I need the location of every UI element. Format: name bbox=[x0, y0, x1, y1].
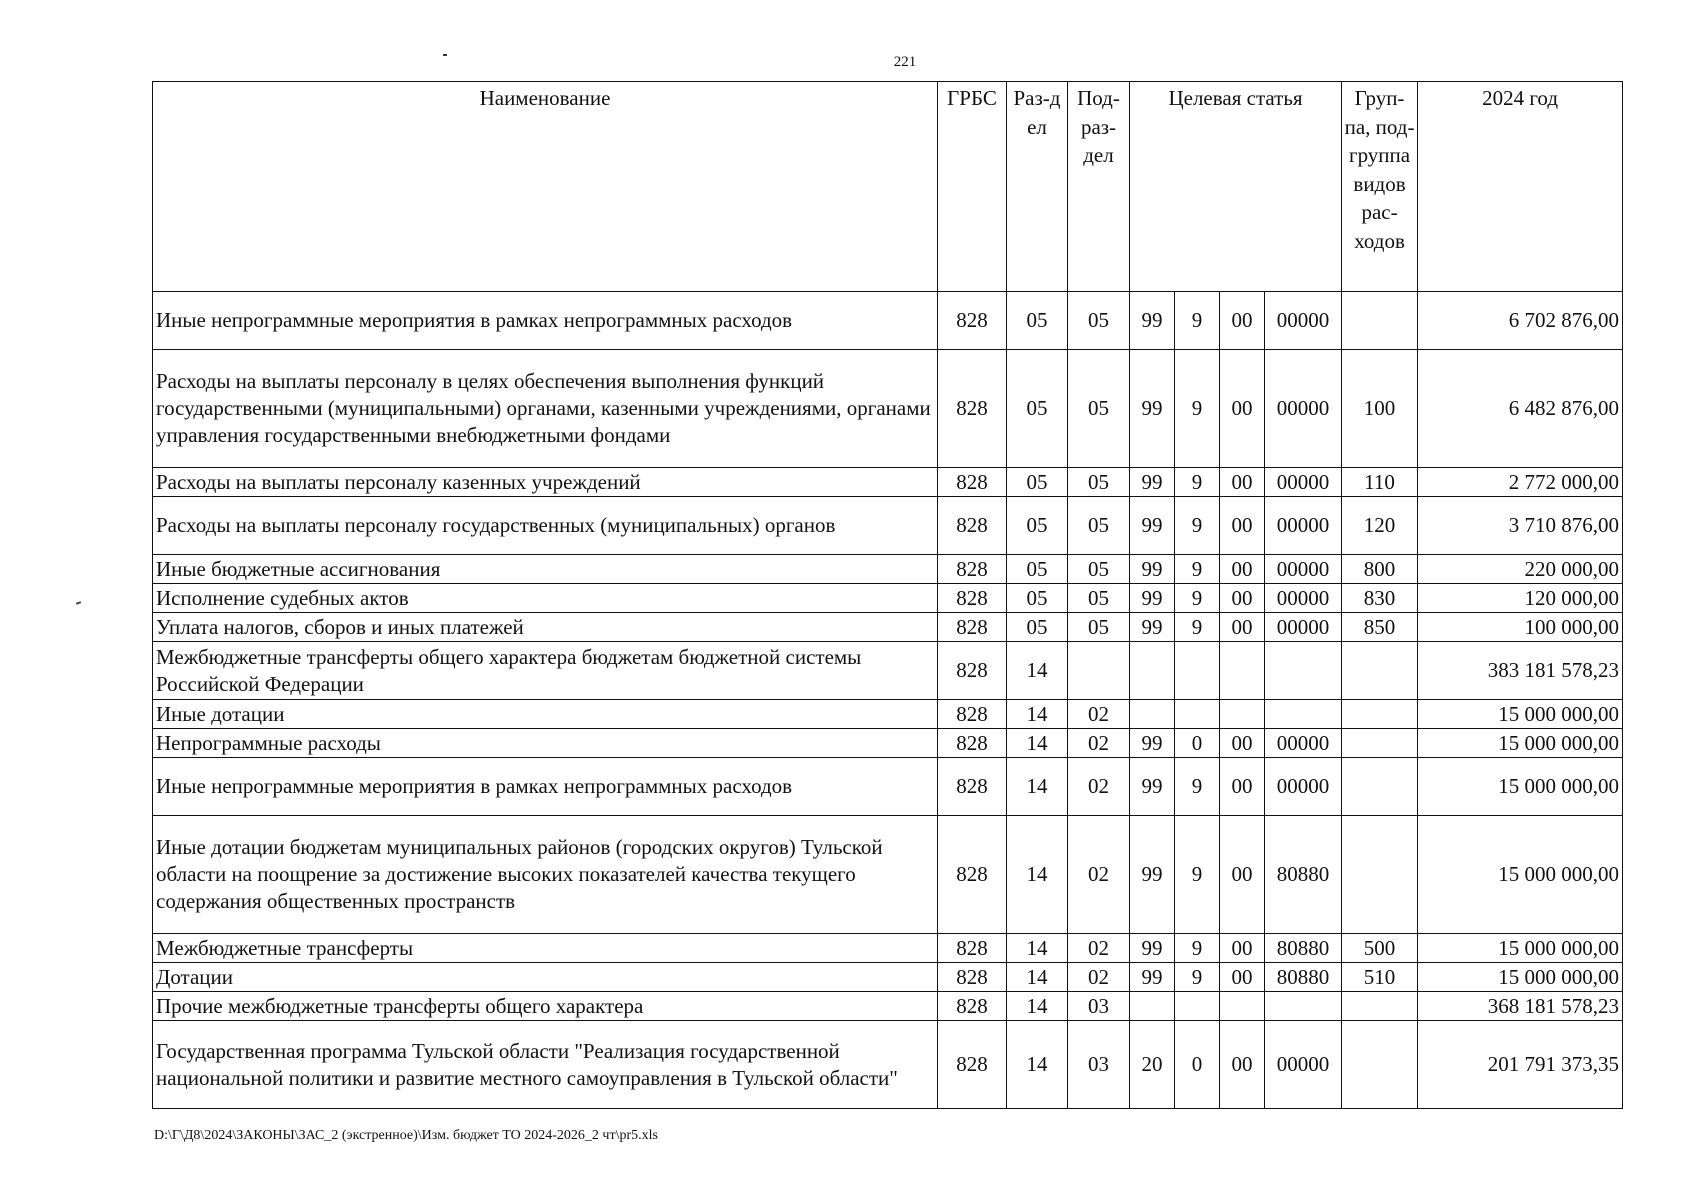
row-target-2: 9 bbox=[1175, 497, 1220, 555]
header-target: Целевая статья bbox=[1130, 82, 1342, 292]
table-row bbox=[153, 292, 1623, 350]
row-name: Иные дотации bbox=[153, 700, 938, 729]
row-target-1: 99 bbox=[1130, 350, 1175, 468]
header-podrazdel: Под-раз-дел bbox=[1068, 82, 1130, 292]
table-row bbox=[153, 729, 1623, 758]
row-target-4: 00000 bbox=[1265, 758, 1342, 816]
row-amount: 15 000 000,00 bbox=[1418, 758, 1623, 816]
row-podrazdel bbox=[1068, 642, 1130, 700]
row-target-3: 00 bbox=[1220, 1021, 1265, 1109]
row-target-4: 00000 bbox=[1265, 613, 1342, 642]
row-target-1: 99 bbox=[1130, 613, 1175, 642]
row-name: Расходы на выплаты персоналу государственных (муниципальных) органов bbox=[153, 497, 938, 555]
row-target-3: 00 bbox=[1220, 497, 1265, 555]
row-target-2: 9 bbox=[1175, 816, 1220, 934]
row-name: Исполнение судебных актов bbox=[153, 584, 938, 613]
row-grbs: 828 bbox=[938, 292, 1007, 350]
file-path-footer: D:\Г\Д8\2024\ЗАКОНЫ\ЗАС_2 (экстренное)\Изм. бюджет ТО 2024-2026_2 чт\pr5.xls bbox=[154, 1128, 658, 1143]
row-target-1: 99 bbox=[1130, 555, 1175, 584]
row-group bbox=[1342, 816, 1418, 934]
row-target-2: 9 bbox=[1175, 468, 1220, 497]
row-group bbox=[1342, 729, 1418, 758]
table-row bbox=[153, 700, 1623, 729]
row-target-2 bbox=[1175, 642, 1220, 700]
table-row bbox=[153, 1021, 1623, 1109]
row-target-1: 99 bbox=[1130, 934, 1175, 963]
row-target-4: 00000 bbox=[1265, 729, 1342, 758]
row-grbs: 828 bbox=[938, 584, 1007, 613]
row-target-1: 99 bbox=[1130, 497, 1175, 555]
row-target-4: 00000 bbox=[1265, 497, 1342, 555]
row-target-2: 0 bbox=[1175, 1021, 1220, 1109]
header-grbs: ГРБС bbox=[938, 82, 1007, 292]
row-target-3: 00 bbox=[1220, 350, 1265, 468]
row-target-2: 9 bbox=[1175, 963, 1220, 992]
row-target-4: 00000 bbox=[1265, 468, 1342, 497]
row-target-3: 00 bbox=[1220, 963, 1265, 992]
row-amount: 6 482 876,00 bbox=[1418, 350, 1623, 468]
row-amount: 368 181 578,23 bbox=[1418, 992, 1623, 1021]
row-razdel: 14 bbox=[1007, 963, 1068, 992]
row-target-4: 80880 bbox=[1265, 934, 1342, 963]
row-target-4 bbox=[1265, 700, 1342, 729]
row-grbs: 828 bbox=[938, 613, 1007, 642]
row-target-1 bbox=[1130, 642, 1175, 700]
row-podrazdel: 02 bbox=[1068, 934, 1130, 963]
row-group bbox=[1342, 992, 1418, 1021]
row-target-1: 20 bbox=[1130, 1021, 1175, 1109]
scan-mark bbox=[443, 54, 447, 56]
row-group: 110 bbox=[1342, 468, 1418, 497]
header-row bbox=[153, 82, 1623, 292]
row-grbs: 828 bbox=[938, 642, 1007, 700]
row-target-1 bbox=[1130, 700, 1175, 729]
row-target-1: 99 bbox=[1130, 584, 1175, 613]
row-group bbox=[1342, 700, 1418, 729]
row-podrazdel: 05 bbox=[1068, 555, 1130, 584]
row-name: Иные бюджетные ассигнования bbox=[153, 555, 938, 584]
row-name: Межбюджетные трансферты общего характера бюджетам бюджетной системы Российской Федерации bbox=[153, 642, 938, 700]
row-razdel: 05 bbox=[1007, 468, 1068, 497]
row-target-3: 00 bbox=[1220, 292, 1265, 350]
table-row bbox=[153, 758, 1623, 816]
row-amount: 15 000 000,00 bbox=[1418, 816, 1623, 934]
row-target-4: 00000 bbox=[1265, 350, 1342, 468]
row-podrazdel: 05 bbox=[1068, 497, 1130, 555]
row-amount: 15 000 000,00 bbox=[1418, 934, 1623, 963]
row-amount: 201 791 373,35 bbox=[1418, 1021, 1623, 1109]
row-amount: 100 000,00 bbox=[1418, 613, 1623, 642]
row-target-2: 9 bbox=[1175, 555, 1220, 584]
header-name: Наименование bbox=[153, 82, 938, 292]
row-target-4 bbox=[1265, 642, 1342, 700]
row-grbs: 828 bbox=[938, 1021, 1007, 1109]
row-grbs: 828 bbox=[938, 700, 1007, 729]
row-podrazdel: 05 bbox=[1068, 584, 1130, 613]
row-target-4: 00000 bbox=[1265, 555, 1342, 584]
row-target-2: 9 bbox=[1175, 350, 1220, 468]
table-row bbox=[153, 613, 1623, 642]
row-group: 120 bbox=[1342, 497, 1418, 555]
row-target-2: 0 bbox=[1175, 729, 1220, 758]
row-amount: 220 000,00 bbox=[1418, 555, 1623, 584]
row-name: Расходы на выплаты персоналу казенных учреждений bbox=[153, 468, 938, 497]
row-group: 830 bbox=[1342, 584, 1418, 613]
row-grbs: 828 bbox=[938, 992, 1007, 1021]
row-target-3: 00 bbox=[1220, 555, 1265, 584]
row-podrazdel: 02 bbox=[1068, 758, 1130, 816]
row-target-4 bbox=[1265, 992, 1342, 1021]
row-podrazdel: 05 bbox=[1068, 292, 1130, 350]
row-razdel: 14 bbox=[1007, 700, 1068, 729]
row-name: Иные дотации бюджетам муниципальных районов (городских округов) Тульской области на поощрение за достижение высоких показателей качества текущего содержания общественных пространств bbox=[153, 816, 938, 934]
row-target-1: 99 bbox=[1130, 292, 1175, 350]
row-podrazdel: 03 bbox=[1068, 1021, 1130, 1109]
table-row bbox=[153, 497, 1623, 555]
row-amount: 2 772 000,00 bbox=[1418, 468, 1623, 497]
row-razdel: 05 bbox=[1007, 613, 1068, 642]
row-amount: 15 000 000,00 bbox=[1418, 729, 1623, 758]
row-target-4: 00000 bbox=[1265, 1021, 1342, 1109]
row-name: Иные непрограммные мероприятия в рамках непрограммных расходов bbox=[153, 292, 938, 350]
row-group: 800 bbox=[1342, 555, 1418, 584]
row-podrazdel: 05 bbox=[1068, 468, 1130, 497]
row-target-1: 99 bbox=[1130, 729, 1175, 758]
scan-mark-side bbox=[76, 601, 81, 605]
row-target-2: 9 bbox=[1175, 584, 1220, 613]
table-row bbox=[153, 963, 1623, 992]
row-grbs: 828 bbox=[938, 758, 1007, 816]
row-amount: 15 000 000,00 bbox=[1418, 700, 1623, 729]
row-podrazdel: 05 bbox=[1068, 613, 1130, 642]
row-name: Расходы на выплаты персоналу в целях обеспечения выполнения функций государственными (муниципальными) органами, казенными учреждениями, органами управления государственными внебюджетными фондами bbox=[153, 350, 938, 468]
row-razdel: 14 bbox=[1007, 729, 1068, 758]
table-row bbox=[153, 816, 1623, 934]
row-group bbox=[1342, 758, 1418, 816]
header-group: Груп-па, под-группа видов рас-ходов bbox=[1342, 82, 1418, 292]
row-razdel: 14 bbox=[1007, 934, 1068, 963]
row-name: Иные непрограммные мероприятия в рамках непрограммных расходов bbox=[153, 758, 938, 816]
row-razdel: 14 bbox=[1007, 816, 1068, 934]
row-group: 500 bbox=[1342, 934, 1418, 963]
row-name: Уплата налогов, сборов и иных платежей bbox=[153, 613, 938, 642]
row-grbs: 828 bbox=[938, 468, 1007, 497]
row-razdel: 14 bbox=[1007, 758, 1068, 816]
row-target-2 bbox=[1175, 700, 1220, 729]
row-razdel: 14 bbox=[1007, 992, 1068, 1021]
header-year: 2024 год bbox=[1418, 82, 1623, 292]
row-target-3: 00 bbox=[1220, 816, 1265, 934]
page-number: 221 bbox=[893, 54, 917, 70]
row-podrazdel: 02 bbox=[1068, 729, 1130, 758]
row-podrazdel: 02 bbox=[1068, 963, 1130, 992]
row-target-3: 00 bbox=[1220, 934, 1265, 963]
row-name: Межбюджетные трансферты bbox=[153, 934, 938, 963]
table-row bbox=[153, 468, 1623, 497]
row-group bbox=[1342, 1021, 1418, 1109]
row-grbs: 828 bbox=[938, 963, 1007, 992]
table-row bbox=[153, 555, 1623, 584]
row-amount: 6 702 876,00 bbox=[1418, 292, 1623, 350]
budget-table bbox=[152, 81, 1623, 1109]
row-group bbox=[1342, 292, 1418, 350]
row-grbs: 828 bbox=[938, 934, 1007, 963]
row-podrazdel: 02 bbox=[1068, 700, 1130, 729]
row-target-2: 9 bbox=[1175, 934, 1220, 963]
row-podrazdel: 05 bbox=[1068, 350, 1130, 468]
row-razdel: 05 bbox=[1007, 497, 1068, 555]
table-row bbox=[153, 934, 1623, 963]
row-target-1: 99 bbox=[1130, 963, 1175, 992]
row-target-4: 00000 bbox=[1265, 292, 1342, 350]
row-target-1 bbox=[1130, 992, 1175, 1021]
row-target-4: 00000 bbox=[1265, 584, 1342, 613]
row-amount: 15 000 000,00 bbox=[1418, 963, 1623, 992]
row-target-4: 80880 bbox=[1265, 816, 1342, 934]
row-group: 850 bbox=[1342, 613, 1418, 642]
table-row bbox=[153, 584, 1623, 613]
row-target-3: 00 bbox=[1220, 584, 1265, 613]
row-target-1: 99 bbox=[1130, 816, 1175, 934]
row-podrazdel: 02 bbox=[1068, 816, 1130, 934]
row-group: 510 bbox=[1342, 963, 1418, 992]
row-target-1: 99 bbox=[1130, 758, 1175, 816]
header-razdel: Раз-дел bbox=[1007, 82, 1068, 292]
row-name: Государственная программа Тульской области "Реализация государственной национальной политики и развитие местного самоуправления в Тульской области" bbox=[153, 1021, 938, 1109]
row-amount: 3 710 876,00 bbox=[1418, 497, 1623, 555]
row-razdel: 05 bbox=[1007, 584, 1068, 613]
row-target-2 bbox=[1175, 992, 1220, 1021]
row-target-3: 00 bbox=[1220, 613, 1265, 642]
row-razdel: 05 bbox=[1007, 350, 1068, 468]
row-target-2: 9 bbox=[1175, 758, 1220, 816]
table-row bbox=[153, 350, 1623, 468]
row-group: 100 bbox=[1342, 350, 1418, 468]
row-grbs: 828 bbox=[938, 350, 1007, 468]
row-target-3 bbox=[1220, 992, 1265, 1021]
row-grbs: 828 bbox=[938, 497, 1007, 555]
row-name: Прочие межбюджетные трансферты общего характера bbox=[153, 992, 938, 1021]
row-target-2: 9 bbox=[1175, 613, 1220, 642]
row-razdel: 05 bbox=[1007, 292, 1068, 350]
row-amount: 120 000,00 bbox=[1418, 584, 1623, 613]
row-name: Непрограммные расходы bbox=[153, 729, 938, 758]
row-target-3: 00 bbox=[1220, 729, 1265, 758]
row-grbs: 828 bbox=[938, 729, 1007, 758]
row-target-3 bbox=[1220, 700, 1265, 729]
row-target-4: 80880 bbox=[1265, 963, 1342, 992]
row-target-2: 9 bbox=[1175, 292, 1220, 350]
row-grbs: 828 bbox=[938, 816, 1007, 934]
row-name: Дотации bbox=[153, 963, 938, 992]
row-grbs: 828 bbox=[938, 555, 1007, 584]
row-group bbox=[1342, 642, 1418, 700]
row-razdel: 14 bbox=[1007, 642, 1068, 700]
table-row bbox=[153, 642, 1623, 700]
row-target-3: 00 bbox=[1220, 758, 1265, 816]
row-podrazdel: 03 bbox=[1068, 992, 1130, 1021]
row-razdel: 14 bbox=[1007, 1021, 1068, 1109]
row-target-3: 00 bbox=[1220, 468, 1265, 497]
row-target-3 bbox=[1220, 642, 1265, 700]
table-row bbox=[153, 992, 1623, 1021]
row-amount: 383 181 578,23 bbox=[1418, 642, 1623, 700]
row-razdel: 05 bbox=[1007, 555, 1068, 584]
row-target-1: 99 bbox=[1130, 468, 1175, 497]
